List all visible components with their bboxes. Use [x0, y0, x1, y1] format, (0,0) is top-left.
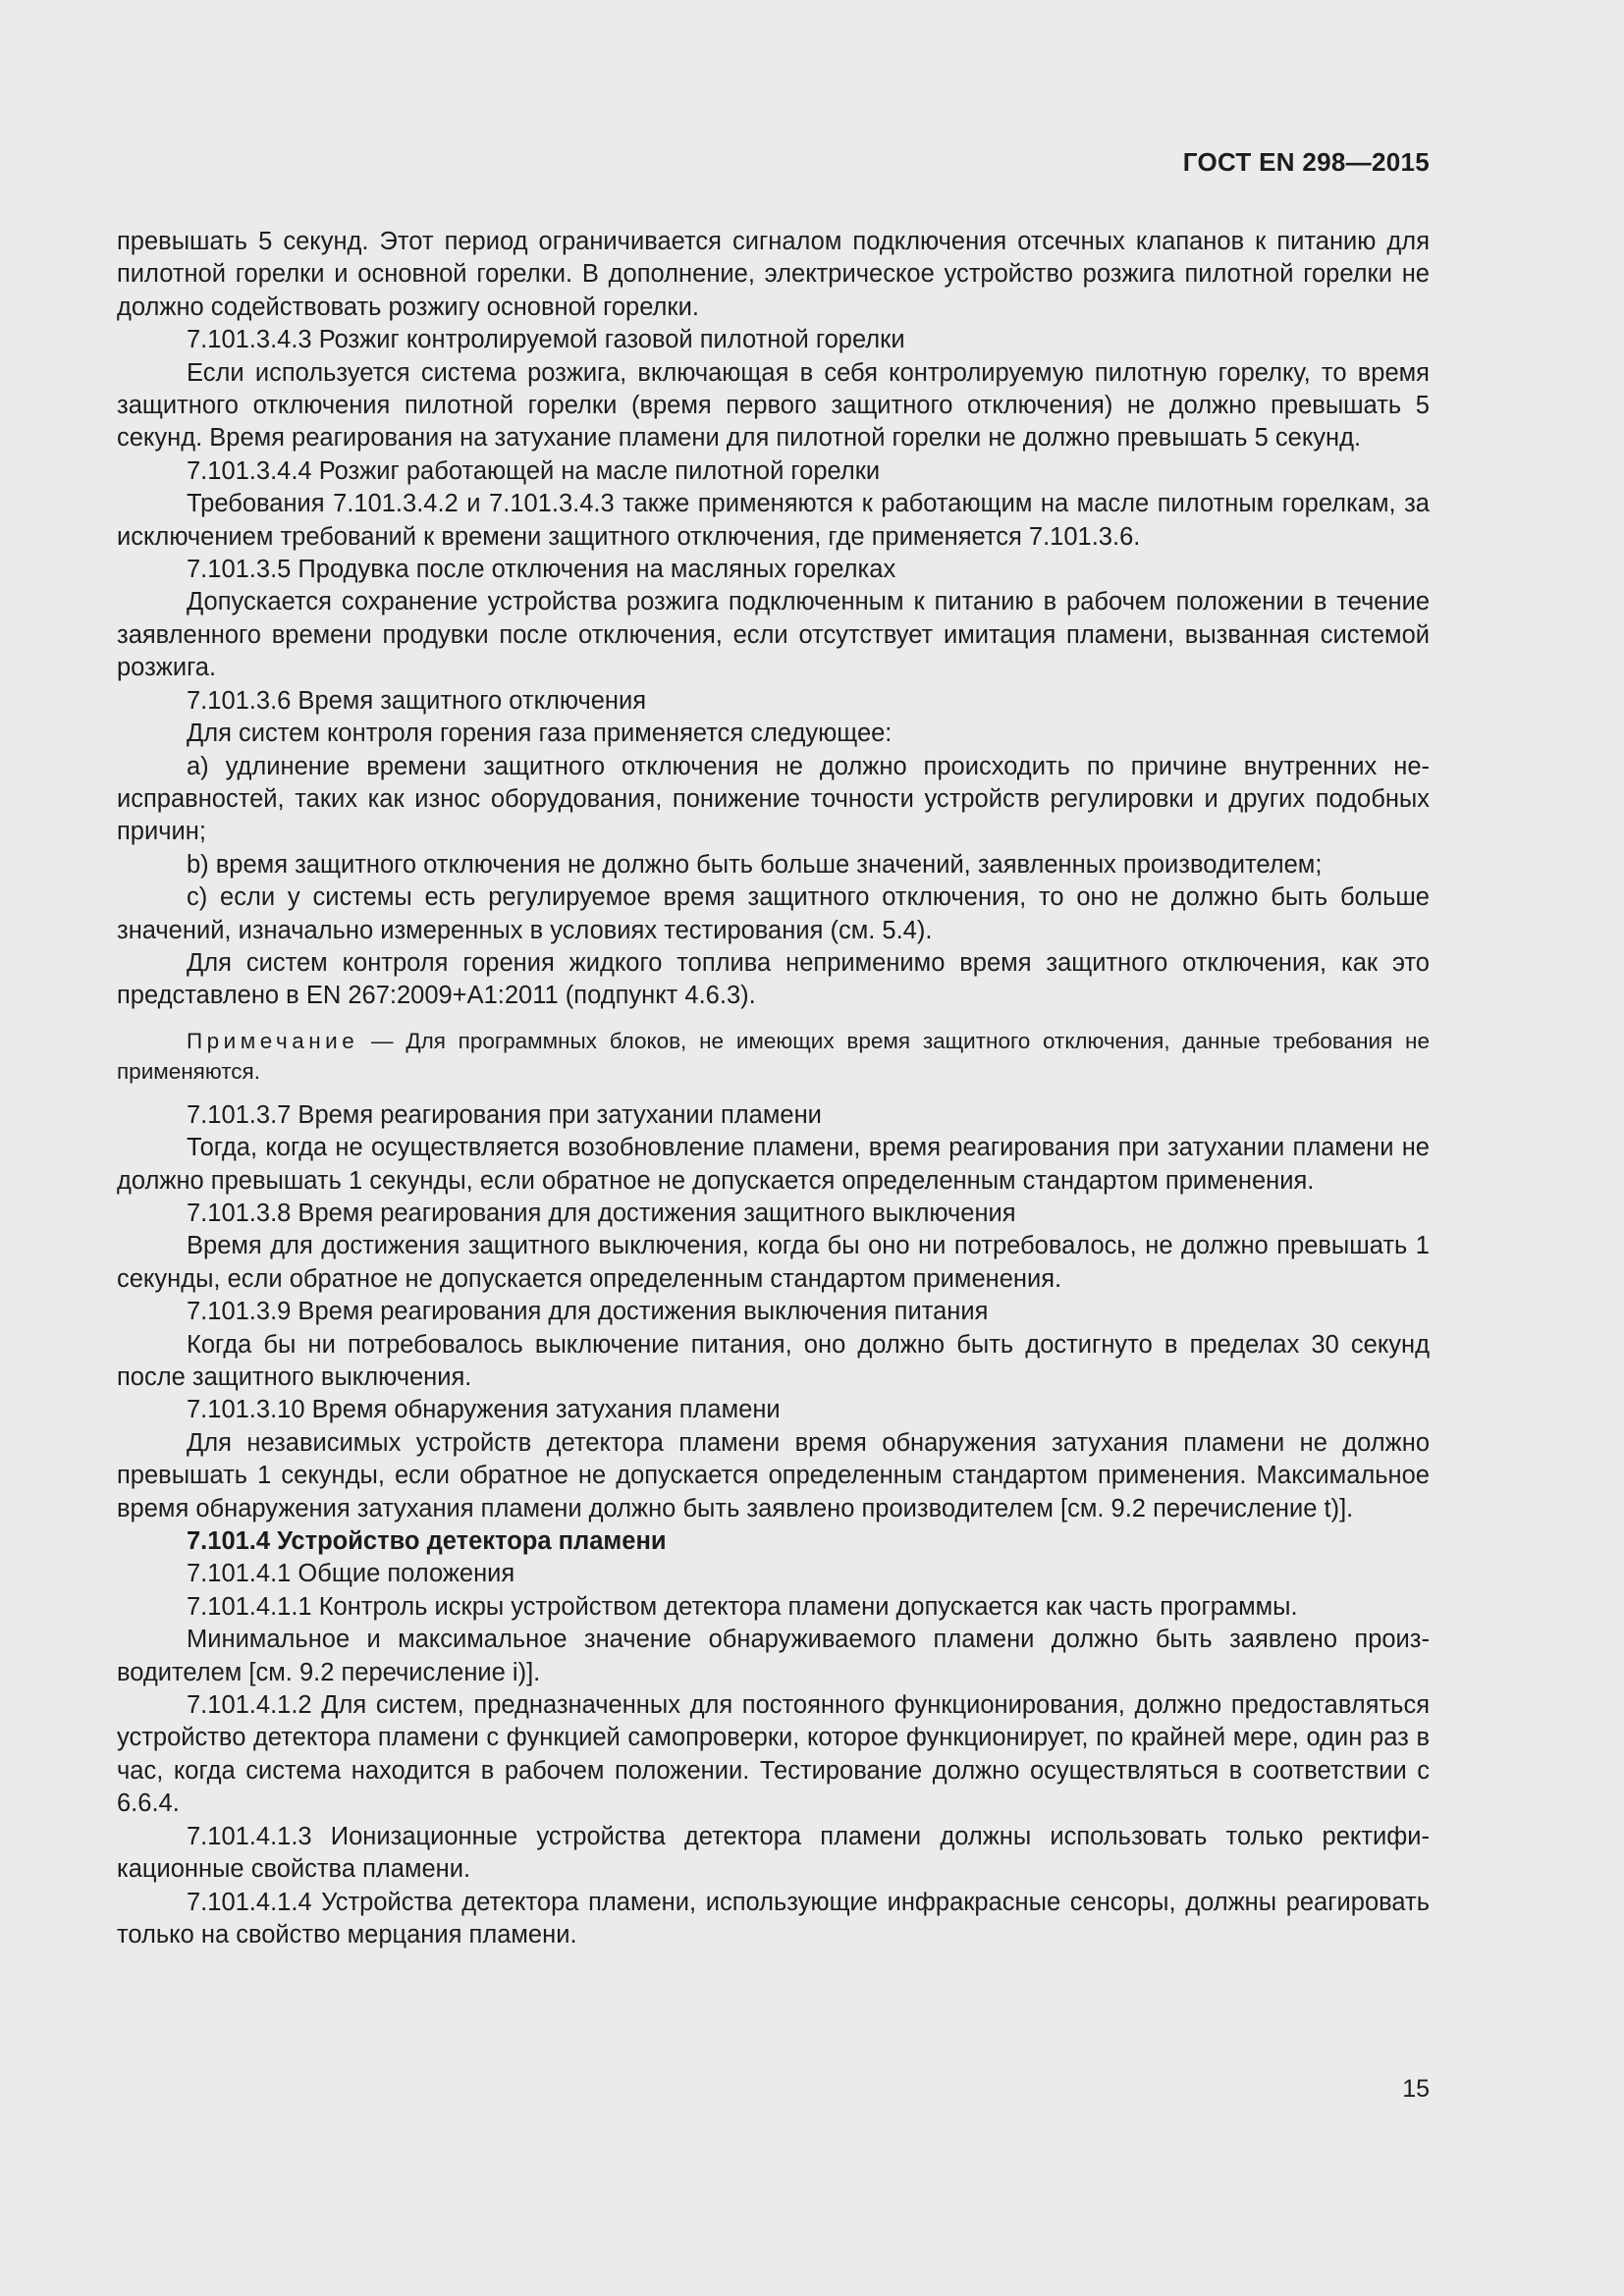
paragraph: Минимальное и максимальное значение обнаруживаемого пламени должно быть заявлено производителем [см. 9.2 перечисление i)]. [117, 1626, 1430, 1686]
list-item-b: b) время защитного отключения не должно быть больше значений, заявленных производителем; [187, 850, 1323, 879]
paragraph: Требования 7.101.3.4.2 и 7.101.3.4.3 также применяются к работающим на масле пилотным горелкам, за исключением требований к времени защитного отключения, где применяется 7.101.3.6. [117, 490, 1430, 551]
clause-heading-7-101-3-8: 7.101.3.8 Время реагирования для достижения защитного выключения [187, 1199, 1016, 1227]
clause-heading-7-101-3-10: 7.101.3.10 Время обнаружения затухания пламени [187, 1396, 781, 1424]
paragraph: 7.101.4.1.4 Устройства детектора пламени, использующие инфракрасные сенсоры, должны реагировать только на свойство мерцания пламени. [117, 1888, 1430, 1949]
paragraph: Допускается сохранение устройства розжига подключенным к питанию в рабочем положении в течение заявленного времени продувки после отключения, если отсутствует имитация пламени, вызванная системой розжига. [117, 588, 1430, 682]
note-label: Примечание [187, 1028, 359, 1053]
clause-heading-7-101-3-4-3: 7.101.3.4.3 Розжиг контролируемой газовой пилотной горелки [187, 326, 905, 354]
paragraph: 7.101.4.1.3 Ионизационные устройства детектора пламени должны использовать только ректификационные свойства пламени. [117, 1822, 1430, 1884]
clause-heading-7-101-4-1: 7.101.4.1 Общие положения [187, 1560, 515, 1588]
clause-heading-7-101-3-6: 7.101.3.6 Время защитного отключения [187, 686, 647, 715]
page-number: 15 [1402, 2075, 1430, 2103]
list-item-a: а) удлинение времени защитного отключения не должно происходить по причине внутренних неисправностей, таких как износ оборудования, понижение точности устройств регулировки и других подобных причин; [117, 752, 1430, 846]
paragraph: Тогда, когда не осуществляется возобновление пламени, время реагирования при затухании пламени не должно превышать 1 секунды, если обратное не допускается определенным стандартом применения. [117, 1134, 1430, 1195]
paragraph: Для независимых устройств детектора пламени время обнаружения затухания пламени не должно превышать 1 секунды, если обратное не допускается определенным стандартом применения. Максимальное время обнаружения затухания пламени должно быть заявлено производителем [см. 9.2 перечисление t)]. [117, 1428, 1430, 1522]
paragraph: 7.101.4.1.2 Для систем, предназначенных для постоянного функционирования, должно предоставляться устройство детектора пламени с функцией самопроверки, которое функционирует, по крайней мере, один раз в час, когда система находится в рабочем положении. Тестирование должно осуществляться в соответствии с 6.6.4. [117, 1691, 1430, 1818]
list-item-c: с) если у системы есть регулируемое время защитного отключения, то оно не должно быть больше значений, изначально измеренных в условиях тестирования (см. 5.4). [117, 883, 1430, 944]
document-body [117, 226, 1430, 1951]
paragraph: Для систем контроля горения жидкого топлива неприменимо время защитного отключения, как это представлено в EN 267:2009+A1:2011 (подпункт 4.6.3). [117, 948, 1430, 1010]
paragraph: Если используется система розжига, включающая в себя контролируемую пилотную горелку, то время защитного отключения пилотной горелки (время первого защитного отключения) не должно превышать 5 секунд. Время реагирования на затухание пламени для пилотной горелки не должно превышать 5 секунд. [117, 358, 1430, 453]
clause-heading-7-101-3-9: 7.101.3.9 Время реагирования для достижения выключения питания [187, 1298, 989, 1326]
clause-heading-7-101-3-4-4: 7.101.3.4.4 Розжиг работающей на масле пилотной горелки [187, 456, 881, 485]
standard-header: ГОСТ EN 298—2015 [1182, 147, 1430, 177]
paragraph: Для систем контроля горения газа применяется следующее: [187, 720, 893, 748]
note-text: — Для программных блоков, не имеющих время защитного отключения, данные требования не применяются. [117, 1028, 1430, 1084]
paragraph: 7.101.4.1.1 Контроль искры устройством детектора пламени допускается как часть программы. [187, 1592, 1298, 1621]
section-heading-7-101-4: 7.101.4 Устройство детектора пламени [187, 1527, 667, 1556]
clause-heading-7-101-3-7: 7.101.3.7 Время реагирования при затухании пламени [187, 1100, 822, 1129]
paragraph: Когда бы ни потребовалось выключение питания, оно должно быть достигнуто в пределах 30 секунд после защитного выключения. [117, 1330, 1430, 1391]
paragraph: Время для достижения защитного выключения, когда бы оно ни потребовалось, не должно превышать 1 секунды, если обратное не допускается определенным стандартом применения. [117, 1232, 1430, 1293]
clause-heading-7-101-3-5: 7.101.3.5 Продувка после отключения на масляных горелках [187, 556, 896, 584]
note [117, 1026, 1430, 1087]
paragraph-continued: превышать 5 секунд. Этот период ограничивается сигналом подключения отсечных клапанов к питанию для пилотной горелки и основной горелки. В дополнение, электрическое устройство розжига пилотной горелки не должно содействовать розжигу основной горелки. [117, 228, 1430, 321]
